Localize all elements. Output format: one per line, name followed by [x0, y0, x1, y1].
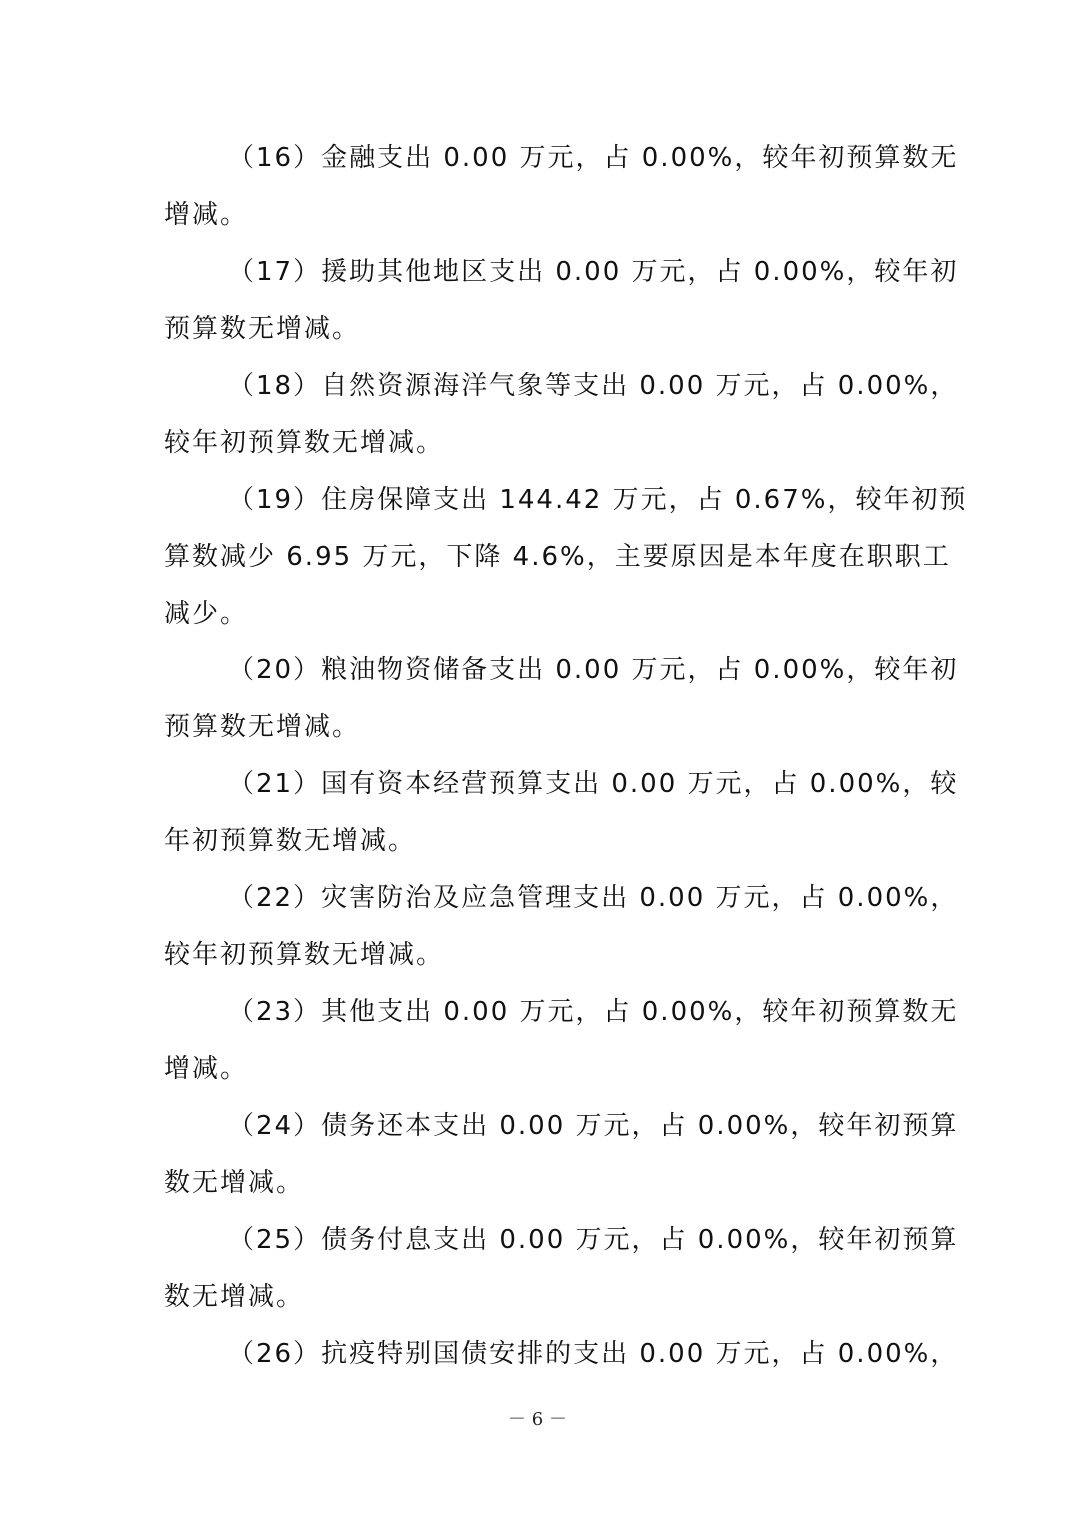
page-number: － 6 －	[508, 1409, 567, 1430]
text-line: （16）金融支出 0.00 万元，占 0.00%，较年初预算数无	[228, 143, 959, 173]
text-line: （23）其他支出 0.00 万元，占 0.00%，较年初预算数无	[228, 997, 959, 1027]
text-line: （25）债务付息支出 0.00 万元，占 0.00%，较年初预算	[228, 1225, 959, 1255]
text-line: （26）抗疫特别国债安排的支出 0.00 万元，占 0.00%，	[228, 1339, 959, 1369]
text-line: 增减。	[164, 1054, 249, 1084]
text-line: 年初预算数无增减。	[164, 826, 417, 856]
text-line: 预算数无增减。	[164, 314, 361, 344]
text-line: 减少。	[164, 599, 249, 629]
text-line: 较年初预算数无增减。	[164, 940, 445, 970]
text-line: 数无增减。	[164, 1168, 305, 1198]
text-line: （20）粮油物资储备支出 0.00 万元，占 0.00%，较年初	[228, 655, 959, 685]
text-line: 数无增减。	[164, 1282, 305, 1312]
text-line: 预算数无增减。	[164, 712, 361, 742]
text-line: 算数减少 6.95 万元，下降 4.6%，主要原因是本年度在职职工	[164, 542, 951, 572]
text-line: （19）住房保障支出 144.42 万元，占 0.67%，较年初预	[228, 485, 968, 515]
text-line: 增减。	[164, 200, 249, 230]
text-line: （18）自然资源海洋气象等支出 0.00 万元，占 0.00%，	[228, 371, 959, 401]
text-line: （21）国有资本经营预算支出 0.00 万元，占 0.00%，较	[228, 769, 959, 799]
text-line: （17）援助其他地区支出 0.00 万元，占 0.00%，较年初	[228, 257, 959, 287]
text-line: （22）灾害防治及应急管理支出 0.00 万元，占 0.00%，	[228, 883, 959, 913]
text-line: （24）债务还本支出 0.00 万元，占 0.00%，较年初预算	[228, 1111, 959, 1141]
text-line: 较年初预算数无增减。	[164, 428, 445, 458]
